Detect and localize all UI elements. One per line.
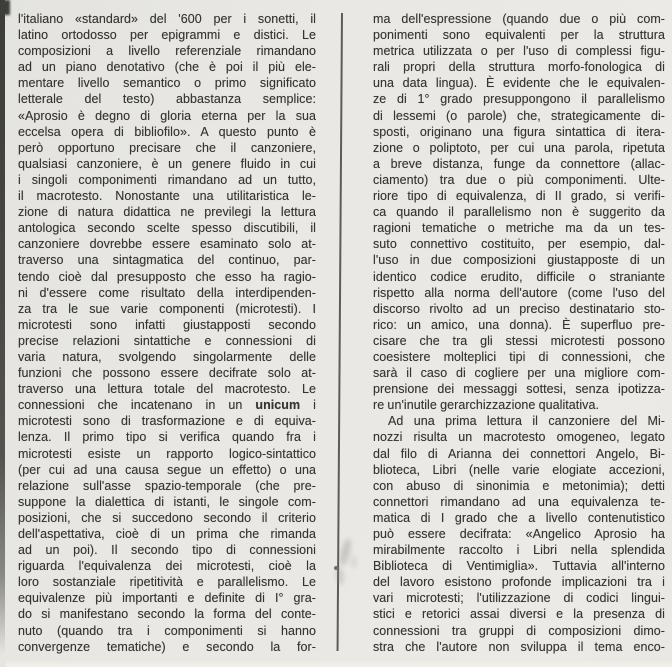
text-line: ad un piano denotativo (che è poi il più ele- — [18, 60, 316, 75]
text-line: (per cui ad una causa segue un effetto) o una — [18, 462, 316, 477]
text-line: di lessemi (o parole) che, strategicamente di- — [373, 108, 665, 123]
text-line: rali propri della struttura morfo-fonologica di — [373, 60, 665, 75]
text-line: può essere decifrata: «Angelico Aprosio ha — [373, 527, 665, 541]
text-line: microtesti sono di trasformazione e di equiva- — [18, 414, 316, 429]
text-line: però opportuno precisare che il canzoniere, — [18, 140, 316, 155]
text-line: lenza. Il primo tipo si verifica quando fra i — [18, 430, 316, 445]
text-line: il macrotesto. Nonostante una utilitaristica le- — [18, 189, 316, 204]
text-column-right — [373, 11, 665, 655]
text-line: discorso rivolto ad un preciso destinatario sto- — [373, 301, 665, 316]
text-line: Biblioteca di Ventimiglia». Tuttavia all'interno — [373, 559, 665, 574]
text-line: ni d'essere come risultato della interdipenden- — [18, 285, 316, 300]
text-line: rispetto alla norma dell'autore (come l'uso del — [373, 285, 665, 300]
text-line: i singoli componimenti rimandano ad un tutto, — [18, 172, 316, 187]
text-line: microtesti sono infatti giustapposti secondo — [18, 317, 316, 332]
text-line: mentare livello semantico o primo significato — [18, 76, 316, 91]
text-line: con abuso di sinonimia e metonimia); detti — [373, 478, 665, 493]
text-line: dal filo di Arianna dei connettori Angelo, Bi- — [373, 446, 665, 461]
text-line: blioteca, Libri (nelle varie elogiate accezioni, — [373, 462, 665, 477]
text-line: nozzi risulta un macrotesto omogeneo, legato — [373, 430, 665, 445]
text-line: stici e retorici assai diversi e la presenza di — [373, 607, 665, 622]
text-line: sarà il caso di cogliere per una migliore com- — [373, 366, 665, 381]
text-line: letterale del testo) abbastanza semplice: — [18, 92, 316, 107]
text-line: traverso una lettura totale del macrotesto. Le — [18, 382, 316, 397]
text-column-left — [18, 11, 316, 655]
text-line: qualsiasi canzoniere, è un genere fluido in cui — [18, 156, 316, 171]
text-line: ragioni tematiche o metriche ma da un tes- — [373, 221, 665, 236]
text-line: traverso una sintagmatica del continuo, par- — [18, 253, 316, 268]
text-line: canzoniere dovrebbe essere esaminato solo at- — [18, 237, 316, 252]
text-line: «Aprosio è degno di gloria eterna per la sua — [18, 108, 316, 123]
text-line: ad un poi). Il secondo tipo di connessioni — [18, 543, 316, 558]
text-line: nuto (quando tra i componimenti si hanno — [18, 623, 316, 638]
text-line: rico: un amico, una donna). È superfluo pre- — [373, 317, 665, 332]
text-line: suppone la dialettica di istanti, le singole com- — [18, 494, 316, 509]
text-line: za tra le sue varie componenti (microtesti). I — [18, 301, 316, 316]
scan-edge-bottom — [6, 660, 672, 667]
text-line: mirabilmente raccolto i Libri nella splendida — [373, 543, 665, 558]
text-line: composizioni a livello referenziale rimandano — [18, 44, 316, 59]
text-line: eccelsa opera di bibliofilo». A questo punto è — [18, 124, 316, 139]
text-line: zione di natura didattica ne previlegi la lettura — [18, 205, 316, 220]
text-line: ca quando il parallelismo non è suggerito da — [373, 205, 665, 220]
text-line: a breve distanza, funge da connettore (allac- — [373, 156, 665, 171]
text-line: una data lingua). È evidente che le equivalen- — [373, 76, 665, 91]
text-line: equivalenze più importanti e definite di I° gra- — [18, 591, 316, 606]
text-line: stra che l'autore non sviluppa il tema enco- — [373, 639, 665, 654]
text-line: connessioni tra gruppi di composizioni dimo- — [373, 623, 665, 638]
text-line: loro sostanziale ripetitività e parallelismo. Le — [18, 575, 316, 590]
text-line: coesistere molteplici tipi di connessioni, che — [373, 349, 665, 364]
text-line: identico codice erudito, difficile o straniante — [373, 269, 665, 284]
scan-smudge — [351, 556, 357, 568]
text-line: sposti, originano una figura sintattica di itera- — [373, 124, 665, 139]
text-line: Ad una prima lettura il canzoniere del Mi- — [388, 414, 665, 429]
text-line: antologica secondo scelte spesso discutibili, il — [18, 221, 316, 236]
text-line: precise relazioni sintattiche e connessioni di — [18, 333, 316, 348]
text-line: cisare che tra gli stessi microtesti possono — [373, 333, 665, 348]
text-line: convergenze tematiche) e secondo la for- — [18, 639, 316, 654]
scan-edge-left — [0, 0, 5, 655]
text-line: latino ortodosso per epigrammi e distici. Le — [18, 28, 316, 43]
text-line: posizioni, che si succedono secondo il criterio — [18, 510, 316, 525]
text-line: ma dell'espressione (quando due o più com- — [373, 12, 665, 26]
text-line: riore tipo di equivalenza, di II grado, si verifi- — [373, 189, 665, 204]
text-line: varia natura, svolgendo singolarmente delle — [18, 349, 316, 364]
text-line: connettori rimandano ad una equivalenza te- — [373, 494, 665, 509]
text-line: l'italiano «standard» del '600 per i sonetti, il — [18, 12, 316, 26]
text-line: microtesti esiste un rapporto logico-sintattico — [18, 446, 316, 461]
text-line: ze di 1° grado presuppongono il parallelismo — [373, 92, 665, 107]
text-line: metrica utilizzata o per l'uso di complessi figu- — [373, 44, 665, 59]
text-line: dell'aspettativa, cioè di un prima che rimanda — [18, 527, 316, 541]
text-line: prensione dei messaggi sottesi, senza ipotizza- — [373, 382, 665, 397]
text-line: suto connettivo costituito, per esempio, dal- — [373, 237, 665, 252]
text-line: relazione sull'asse spazio-temporale (che pre- — [18, 478, 316, 493]
text-line: del lavoro esistono profonde implicazioni tra i — [373, 575, 665, 590]
text-line: zione o poliptoto, per cui una parola, ripetuta — [373, 140, 665, 155]
text-line: funzioni che possono essere decifrate solo at- — [18, 366, 316, 381]
scan-corner-artifact — [0, 0, 10, 15]
text-line: riguarda l'equivalenza dei microtesti, cioè la — [18, 559, 316, 574]
text-line: do si manifestano secondo la forma del conte- — [18, 607, 316, 622]
text-line: tendo cioè dal presupposto che esso ha ragio- — [18, 269, 316, 284]
text-line: ponimenti sono equivalenti per la struttura — [373, 28, 665, 43]
text-line: connessioni che incatenano in un unicum i — [18, 398, 316, 413]
text-line: ciamento) tra due o più componimenti. Ulte- — [373, 172, 665, 187]
text-line: l'uso in due composizioni giustapposte di un — [373, 253, 665, 268]
text-line: matica di I grado che a livello contenutistico — [373, 510, 665, 525]
text-line: vari microtesti; l'utilizzazione di codici lingui- — [373, 591, 665, 606]
text-line: re un'inutile gerarchizzazione qualitativa. — [373, 398, 599, 413]
